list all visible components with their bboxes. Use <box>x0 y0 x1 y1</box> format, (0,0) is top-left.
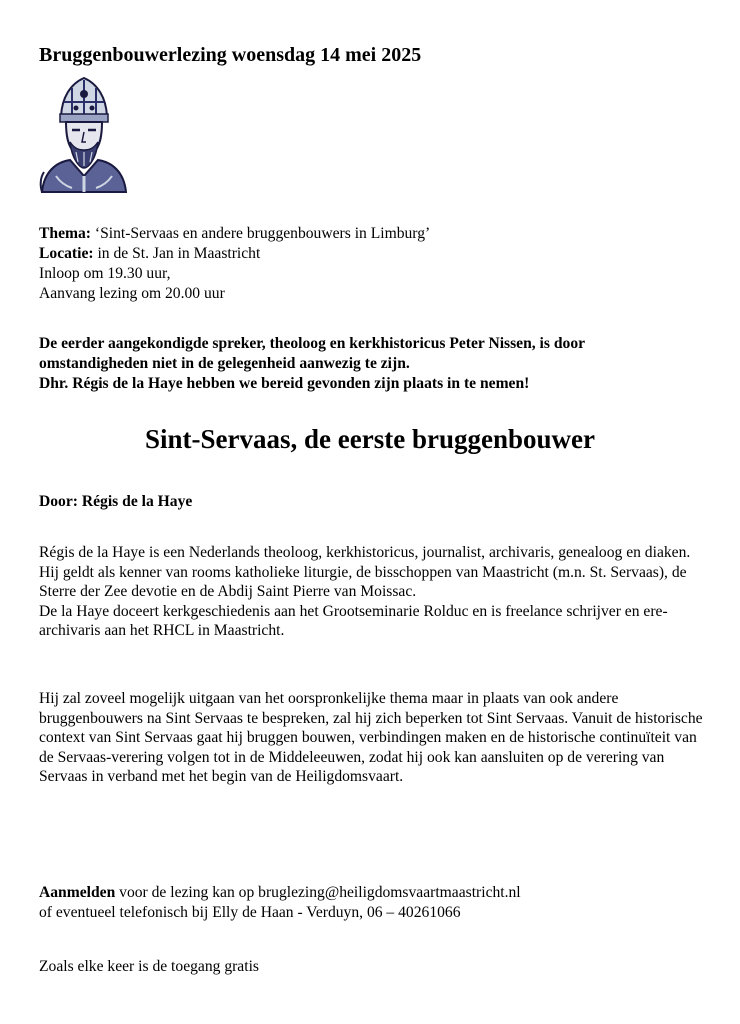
thema-line <box>39 224 430 244</box>
inloop-line: Inloop om 19.30 uur, <box>39 265 171 282</box>
aanvang-line: Aanvang lezing om 20.00 uur <box>39 285 225 302</box>
footer-text: Zoals elke keer is de toegang gratis <box>39 958 259 975</box>
saint-servaas-bust-icon <box>36 76 132 194</box>
lecture-title: Sint-Servaas, de eerste bruggenbouwer <box>145 424 595 454</box>
bio-paragraph-3: De la Haye doceert kerkgeschiedenis aan het Grootseminarie Rolduc en is freelance schrijver en ere-archivaris aan het RHCL in Maastricht. <box>39 602 668 639</box>
registration-line <box>39 883 521 903</box>
locatie-label: Locatie: <box>39 245 94 262</box>
registration-email-text: voor de lezing kan op bruglezing@heiligdomsvaartmaastricht.nl <box>115 884 521 901</box>
locatie-value: in de St. Jan in Maastricht <box>93 245 261 262</box>
notice-line-1: De eerder aangekondigde spreker, theoloog en kerkhistoricus Peter Nissen, is door <box>39 335 586 352</box>
notice-line-2: omstandigheden niet in de gelegenheid aanwezig te zijn. <box>39 355 410 372</box>
description-paragraph: Hij zal zoveel mogelijk uitgaan van het oorspronkelijke thema maar in plaats van ook andere bruggenbouwers na Sint Servaas te bespreken, zal hij zich beperken tot Sint Servaas. Vanuit de historische context van Sint Servaas gaat hij bruggen bouwen, verbindingen maken en de historische continuïteit van de Servaas-verering volgen tot in de Middeleeuwen, zodat hij ook kan aansluiten op de verering van Servaas in verband met het begin van de Heiligdomsvaart. <box>39 690 703 785</box>
lecture-author: Door: Régis de la Haye <box>39 493 193 510</box>
notice-line-3: Dhr. Régis de la Haye hebben we bereid gevonden zijn plaats in te nemen! <box>39 375 530 392</box>
registration-phone-line: of eventueel telefonisch bij Elly de Haan - Verduyn, 06 – 40261066 <box>39 904 461 921</box>
locatie-line <box>39 244 260 264</box>
thema-label: Thema: <box>39 225 91 242</box>
bio-paragraph-2: Hij geldt als kenner van rooms katholieke liturgie, de bisschoppen van Maastricht (m.n. St. Servaas), de Sterre der Zee devotie en de Abdij Saint Pierre van Moissac. <box>39 563 687 600</box>
thema-value: ‘Sint-Servaas en andere bruggenbouwers in Limburg’ <box>90 225 431 242</box>
bio-section <box>39 543 709 641</box>
bio-paragraph-1: Régis de la Haye is een Nederlands theoloog, kerkhistoricus, journalist, archivaris, genealoog en diaken. <box>39 544 691 561</box>
page-title: Bruggenbouwerlezing woensdag 14 mei 2025 <box>39 44 422 66</box>
registration-label: Aanmelden <box>39 884 116 901</box>
